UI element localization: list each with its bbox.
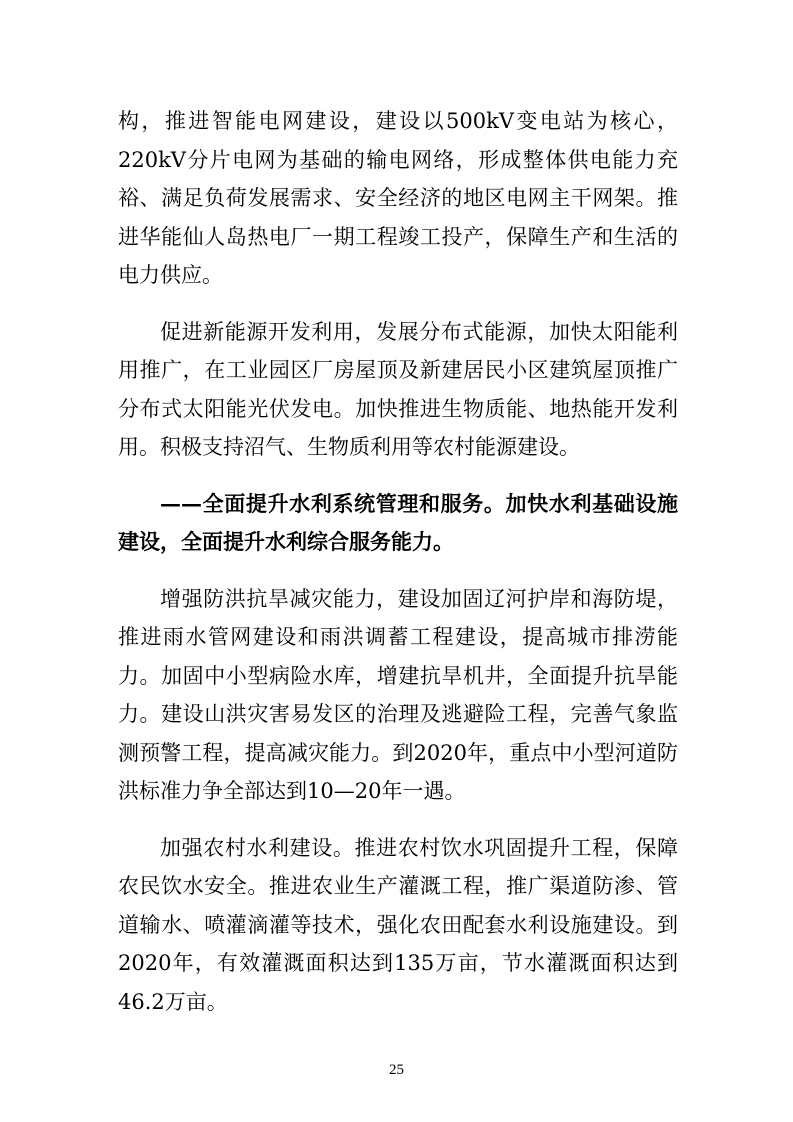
paragraph-flood-drought: 增强防洪抗旱减灾能力，建设加固辽河护岸和海防堤，推进雨水管网建设和雨洪调蓄工程建设，提高城市排涝能力。加固中小型病险水库，增建抗旱机井，全面提升抗旱能力。建设山洪灾害易发区的治理及逃避险工程，完善气象监测预警工程，提高减灾能力。到2020年，重点中小型河道防洪标准力争全部达到10—20年一遇。 [118,586,678,803]
paragraph-power-grid: 构，推进智能电网建设，建设以500kV变电站为核心，220kV分片电网为基础的输电网络，形成整体供电能力充裕、满足负荷发展需求、安全经济的地区电网主干网架。推进华能仙人岛热电厂一期工程竣工投产，保障生产和生活的电力供应。 [118,109,678,287]
section-heading-water-conservancy: ——全面提升水利系统管理和服务。加快水利基础设施建设，全面提升水利综合服务能力。 [118,490,678,554]
page-number: 25 [389,1062,404,1078]
paragraph-rural-water: 加强农村水利建设。推进农村饮水巩固提升工程，保障农民饮水安全。推进农业生产灌溉工程，推广渠道防渗、管道输水、喷灌滴灌等技术，强化农田配套水利设施建设。到2020年，有效灌溉面积达到135万亩，节水灌溉面积达到46.2万亩。 [118,835,678,1014]
document-body [118,102,678,1021]
paragraph-new-energy: 促进新能源开发利用，发展分布式能源，加快太阳能利用推广，在工业园区厂房屋顶及新建居民小区建筑屋顶推广分布式太阳能光伏发电。加快推进生物质能、地热能开发利用。积极支持沼气、生物质利用等农村能源建设。 [118,319,678,459]
